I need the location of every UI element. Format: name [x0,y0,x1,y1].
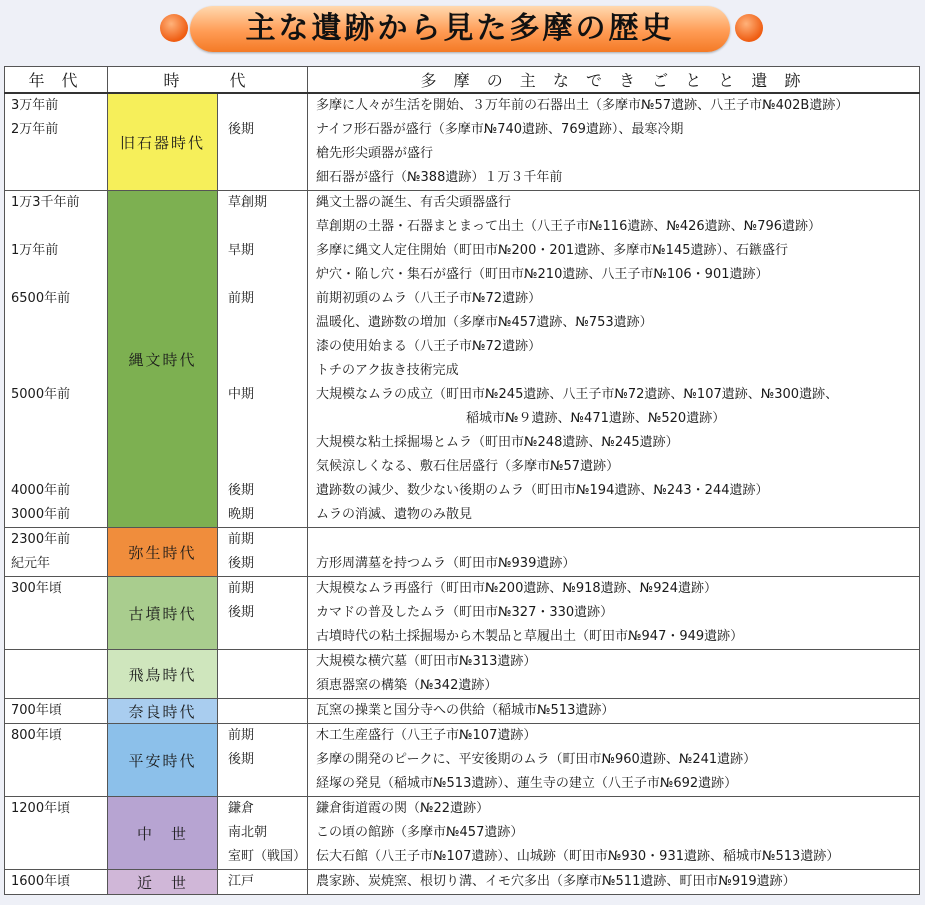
period-row [5,650,920,699]
events-cell-line: 稲城市№９遺跡、№471遺跡、№520遺跡） [466,411,726,426]
year-cell-line [11,455,107,479]
year-cell [5,724,108,797]
events-cell [308,191,920,528]
events-cell-line: 方形周溝墓を持つムラ（町田市№939遺跡） [316,556,576,571]
sub-period-cell-line: 後期 [228,752,255,767]
year-cell-line [11,601,107,625]
events-cell-line: 細石器が盛行（№388遺跡）１万３千年前 [316,170,563,185]
year-cell-line: 2万年前 [11,122,59,137]
era-cell: 奈良時代 [108,699,218,724]
year-cell-line [11,142,107,166]
year-cell-line [11,359,107,383]
sub-period-cell [218,577,308,650]
year-cell-line [11,431,107,455]
year-cell-line: 700年頃 [11,703,62,718]
year-cell-line: 4000年前 [11,483,71,498]
events-cell [308,577,920,650]
sub-period-cell-line [228,625,307,649]
year-cell-line [11,625,107,649]
year-cell-line: 5000年前 [11,387,71,402]
events-cell-line: 多摩に人々が生活を開始、３万年前の石器出土（多摩市№57遺跡、八王子市№402B遺跡） [316,98,849,113]
sub-period-cell-line: 後期 [228,556,255,571]
period-row [5,528,920,577]
events-cell [308,699,920,724]
sub-period-cell-line: 晩期 [228,507,255,522]
year-cell-line: 1200年頃 [11,801,71,816]
year-cell [5,528,108,577]
era-cell: 飛鳥時代 [108,650,218,699]
year-cell-line: 1万年前 [11,243,59,258]
year-cell-line: 1600年頃 [11,874,71,889]
sub-period-cell-line: 鎌倉 [228,801,255,816]
era-cell: 古墳時代 [108,577,218,650]
sub-period-cell-line [228,311,307,335]
events-cell-line: 炉穴・陥し穴・集石が盛行（町田市№210遺跡、八王子市№106・901遺跡） [316,267,769,282]
sub-period-cell [218,93,308,191]
sub-period-cell-line [228,431,307,455]
sub-period-cell-line: 前期 [228,728,255,743]
sub-period-cell-line: 前期 [228,532,255,547]
events-cell-line: 気候涼しくなる、敷石住居盛行（多摩市№57遺跡） [316,459,620,474]
year-cell-line: 3万年前 [11,98,59,113]
sub-period-cell-line: 草創期 [228,195,268,210]
era-cell: 平安時代 [108,724,218,797]
year-cell [5,650,108,699]
year-cell-line [11,821,107,845]
sub-period-cell-line: 江戸 [228,874,255,889]
year-cell-line: 800年頃 [11,728,62,743]
year-cell-line: 1万3千年前 [11,195,80,210]
sub-period-cell-line [228,142,307,166]
sub-period-cell-line: 室町（戦国） [228,849,307,864]
year-cell-line [11,748,107,772]
year-cell [5,577,108,650]
sub-period-cell-line: 南北朝 [228,825,268,840]
sub-period-cell [218,650,308,699]
events-cell [308,93,920,191]
events-cell-line: 遺跡数の減少、数少ない後期のムラ（町田市№194遺跡、№243・244遺跡） [316,483,769,498]
year-cell [5,797,108,870]
sub-period-cell-line: 前期 [228,291,255,306]
era-cell: 弥生時代 [108,528,218,577]
period-row [5,870,920,895]
year-cell [5,870,108,895]
events-cell-line: 槍先形尖頭器が盛行 [316,146,434,161]
events-cell-line: 多摩に縄文人定住開始（町田市№200・201遺跡、多摩市№145遺跡）、石鏃盛行 [316,243,788,258]
era-cell: 旧石器時代 [108,93,218,191]
events-cell-line: ナイフ形石器が盛行（多摩市№740遺跡、769遺跡）、最寒冷期 [316,122,684,137]
title-dot-right [735,14,763,42]
year-cell-line [11,263,107,287]
year-cell-line [11,166,107,190]
events-cell-line: 鎌倉街道霞の関（№22遺跡） [316,801,490,816]
sub-period-cell-line [228,772,307,796]
sub-period-cell-line: 早期 [228,243,255,258]
year-cell-line: 紀元年 [11,556,51,571]
events-cell-line: カマドの普及したムラ（町田市№327・330遺跡） [316,605,614,620]
events-cell [308,724,920,797]
events-cell-line: 須恵器窯の構築（№342遺跡） [316,678,498,693]
history-table [4,66,920,895]
events-cell-line: 古墳時代の粘土採掘場から木製品と草履出土（町田市№947・949遺跡） [316,629,744,644]
sub-period-cell-line [228,407,307,431]
year-cell-line [11,311,107,335]
sub-period-cell-line [228,263,307,287]
sub-period-cell-line [228,674,307,698]
table-header-row [5,67,920,94]
events-cell [308,870,920,895]
sub-period-cell-line [228,699,307,723]
year-cell-line [11,335,107,359]
events-cell [308,650,920,699]
year-cell-line: 300年頃 [11,581,62,596]
header-events: 多 摩 の 主 な で き ご と と 遺 跡 [308,67,920,94]
sub-period-cell-line [228,359,307,383]
events-cell-line: 農家跡、炭焼窯、根切り溝、イモ穴多出（多摩市№511遺跡、町田市№919遺跡） [316,874,796,889]
sub-period-cell-line [228,166,307,190]
year-cell-line: 3000年前 [11,507,71,522]
period-row [5,93,920,191]
era-cell: 中 世 [108,797,218,870]
sub-period-cell [218,191,308,528]
events-cell-line: 大規模な粘土採掘場とムラ（町田市№248遺跡、№245遺跡） [316,435,679,450]
year-cell [5,699,108,724]
events-cell-line: 前期初頭のムラ（八王子市№72遺跡） [316,291,542,306]
events-cell-line: 経塚の発見（稲城市№513遺跡）、蓮生寺の建立（八王子市№692遺跡） [316,776,738,791]
events-cell-line: 温暖化、遺跡数の増加（多摩市№457遺跡、№753遺跡） [316,315,653,330]
title-banner [0,0,925,60]
events-cell-line: 大規模な横穴墓（町田市№313遺跡） [316,654,537,669]
header-year: 年 代 [5,67,108,94]
year-cell-line [11,407,107,431]
period-row [5,191,920,528]
events-cell-line [316,528,919,552]
events-cell-line: 木工生産盛行（八王子市№107遺跡） [316,728,537,743]
events-cell-line: 漆の使用始まる（八王子市№72遺跡） [316,339,542,354]
year-cell [5,191,108,528]
events-cell [308,528,920,577]
events-cell-line: 縄文土器の誕生、有舌尖頭器盛行 [316,195,512,210]
sub-period-cell-line [228,650,307,674]
sub-period-cell [218,797,308,870]
sub-period-cell [218,724,308,797]
year-cell-line: 2300年前 [11,532,71,547]
sub-period-cell [218,528,308,577]
year-cell-line [11,674,107,698]
events-cell-line: 草創期の土器・石器まとまって出土（八王子市№116遺跡、№426遺跡、№796遺跡） [316,219,822,234]
events-cell [308,797,920,870]
year-cell-line: 6500年前 [11,291,71,306]
sub-period-cell-line: 後期 [228,122,255,137]
year-cell-line [11,772,107,796]
year-cell [5,93,108,191]
sub-period-cell-line [228,215,307,239]
sub-period-cell-line [228,455,307,479]
year-cell-line [11,215,107,239]
period-row [5,699,920,724]
events-cell-line: 大規模なムラ再盛行（町田市№200遺跡、№918遺跡、№924遺跡） [316,581,718,596]
sub-period-cell-line [228,94,307,118]
page-title: 主な遺跡から見た多摩の歴史 [245,11,675,46]
events-cell-line: ムラの消滅、遺物のみ散見 [316,507,473,522]
sub-period-cell-line: 後期 [228,483,255,498]
events-cell-line: 多摩の開発のピークに、平安後期のムラ（町田市№960遺跡、№241遺跡） [316,752,757,767]
period-row [5,797,920,870]
era-cell: 縄文時代 [108,191,218,528]
events-cell-line: 瓦窯の操業と国分寺への供給（稲城市№513遺跡） [316,703,615,718]
era-cell: 近 世 [108,870,218,895]
events-cell-line: 伝大石館（八王子市№107遺跡）、山城跡（町田市№930・931遺跡、稲城市№513遺跡） [316,849,840,864]
sub-period-cell [218,699,308,724]
sub-period-cell-line: 中期 [228,387,255,402]
title-dot-left [160,14,188,42]
year-cell-line [11,845,107,869]
events-cell-line: トチのアク抜き技術完成 [316,363,459,378]
header-period: 時 代 [108,67,308,94]
sub-period-cell-line [228,335,307,359]
year-cell-line [11,650,107,674]
sub-period-cell-line: 前期 [228,581,255,596]
period-row [5,724,920,797]
events-cell-line: この頃の館跡（多摩市№457遺跡） [316,825,524,840]
period-row [5,577,920,650]
sub-period-cell [218,870,308,895]
sub-period-cell-line: 後期 [228,605,255,620]
events-cell-line: 大規模なムラの成立（町田市№245遺跡、八王子市№72遺跡、№107遺跡、№300遺跡、 [316,387,839,402]
